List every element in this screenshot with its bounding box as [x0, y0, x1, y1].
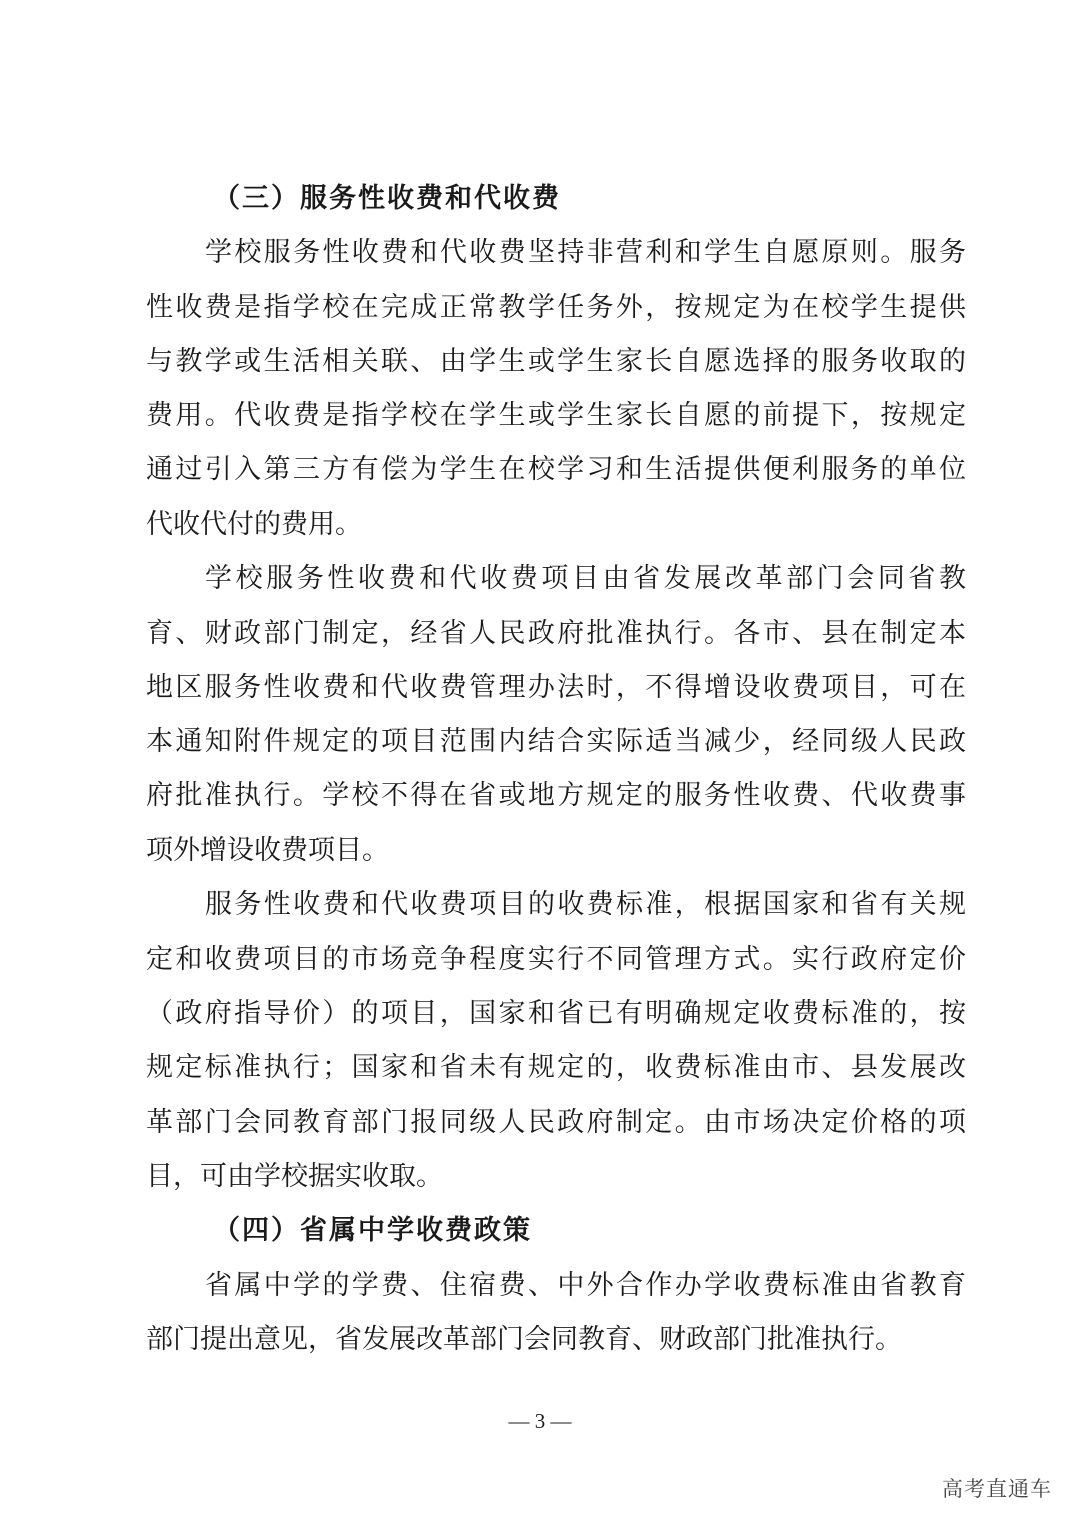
paragraph-line: 本通知附件规定的项目范围内结合实际适当减少，经同级人民政: [146, 726, 966, 757]
paragraph-line: 学校服务性收费和代收费坚持非营利和学生自愿原则。服务: [205, 237, 966, 268]
paragraph-line: 通过引入第三方有偿为学生在校学习和生活提供便利服务的单位: [146, 454, 966, 485]
paragraph-line: 育、财政部门制定，经省人民政府批准执行。各市、县在制定本: [146, 618, 966, 649]
paragraph-line: 目，可由学校据实收取。: [146, 1161, 443, 1192]
paragraph-line: 学校服务性收费和代收费项目由省发展改革部门会同省教: [205, 563, 966, 594]
paragraph-line: 部门提出意见，省发展改革部门会同教育、财政部门批准执行。: [146, 1324, 902, 1355]
paragraph-line: 省属中学的学费、住宿费、中外合作办学收费标准由省教育: [205, 1270, 966, 1301]
paragraph-line: 定和收费项目的市场竞争程度实行不同管理方式。实行政府定价: [146, 944, 966, 975]
paragraph-line: 规定标准执行；国家和省未有规定的，收费标准由市、县发展改: [146, 1052, 966, 1083]
watermark-text: 高考直通车: [942, 1477, 1052, 1501]
paragraph-line: 革部门会同教育部门报同级人民政府制定。由市场决定价格的项: [146, 1107, 966, 1138]
paragraph-line: 项外增设收费项目。: [146, 835, 389, 866]
paragraph-line: 服务性收费和代收费项目的收费标准，根据国家和省有关规: [205, 889, 966, 920]
paragraph-line: 与教学或生活相关联、由学生或学生家长自愿选择的服务收取的: [146, 346, 966, 377]
section-3-heading: （三）服务性收费和代收费: [213, 183, 561, 214]
paragraph-line: 地区服务性收费和代收费管理办法时，不得增设收费项目，可在: [146, 672, 966, 703]
page-number: — 3 —: [508, 1409, 572, 1433]
paragraph-line: 性收费是指学校在完成正常教学任务外，按规定为在校学生提供: [146, 292, 966, 323]
paragraph-line: 费用。代收费是指学校在学生或学生家长自愿的前提下，按规定: [146, 400, 966, 431]
paragraph-line: （政府指导价）的项目，国家和省已有明确规定收费标准的，按: [146, 998, 966, 1029]
section-4-heading: （四）省属中学收费政策: [213, 1215, 532, 1246]
paragraph-line: 代收代付的费用。: [146, 509, 362, 540]
paragraph-line: 府批准执行。学校不得在省或地方规定的服务性收费、代收费事: [146, 780, 966, 811]
